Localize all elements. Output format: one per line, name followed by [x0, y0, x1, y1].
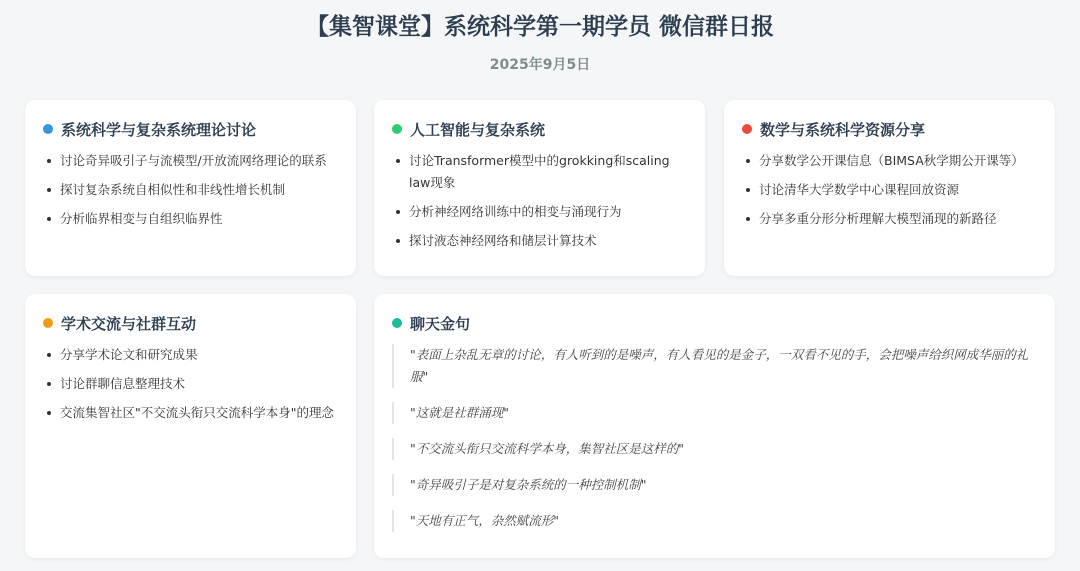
quote-item: "表面上杂乱无章的讨论，有人听到的是噪声，有人看见的是金子，一双看不见的手，会把噪声给织网成华丽的礼服" [392, 344, 1037, 388]
card-title: 学术交流与社群互动 [61, 314, 197, 333]
orange-dot-icon [43, 318, 53, 328]
card-title: 数学与系统科学资源分享 [760, 120, 926, 139]
card-academic-exchange [25, 294, 356, 558]
quote-item: "这就是社群涌现" [392, 402, 1037, 424]
list-item: 分享多重分形分析理解大模型涌现的新路径 [742, 208, 1037, 230]
card-ai-complex-systems [374, 100, 705, 276]
card-title: 人工智能与复杂系统 [410, 120, 546, 139]
quote-item: "奇异吸引子是对复杂系统的一种控制机制" [392, 474, 1037, 496]
list-item: 分析神经网络训练中的相变与涌现行为 [392, 201, 687, 223]
card-title: 系统科学与复杂系统理论讨论 [61, 120, 257, 139]
list-item: 探讨液态神经网络和储层计算技术 [392, 230, 687, 252]
card-chat-quotes [374, 294, 1055, 558]
card-system-science [25, 100, 356, 276]
quote-item: "不交流头衔只交流科学本身，集智社区是这样的" [392, 438, 1037, 460]
teal-dot-icon [392, 318, 402, 328]
report-date: 2025年9月5日 [489, 57, 591, 73]
list-item: 交流集智社区"不交流头衔只交流科学本身"的理念 [43, 402, 338, 424]
list-item: 分享学术论文和研究成果 [43, 344, 338, 366]
list-item: 讨论清华大学数学中心课程回放资源 [742, 179, 1037, 201]
quote-item: "天地有正气，杂然赋流形" [392, 510, 1037, 532]
red-dot-icon [742, 124, 752, 134]
list-item: 讨论群聊信息整理技术 [43, 373, 338, 395]
page-title: 【集智课堂】系统科学第一期学员 微信群日报 [305, 14, 774, 40]
green-dot-icon [392, 124, 402, 134]
list-item: 探讨复杂系统自相似性和非线性增长机制 [43, 179, 338, 201]
card-title: 聊天金句 [410, 314, 471, 333]
blue-dot-icon [43, 124, 53, 134]
list-item: 讨论Transformer模型中的grokking和scaling law现象 [392, 150, 687, 194]
list-item: 讨论奇异吸引子与流模型/开放流网络理论的联系 [43, 150, 338, 172]
list-item: 分享数学公开课信息（BIMSA秋学期公开课等） [742, 150, 1037, 172]
list-item: 分析临界相变与自组织临界性 [43, 208, 338, 230]
card-math-resources [724, 100, 1055, 276]
